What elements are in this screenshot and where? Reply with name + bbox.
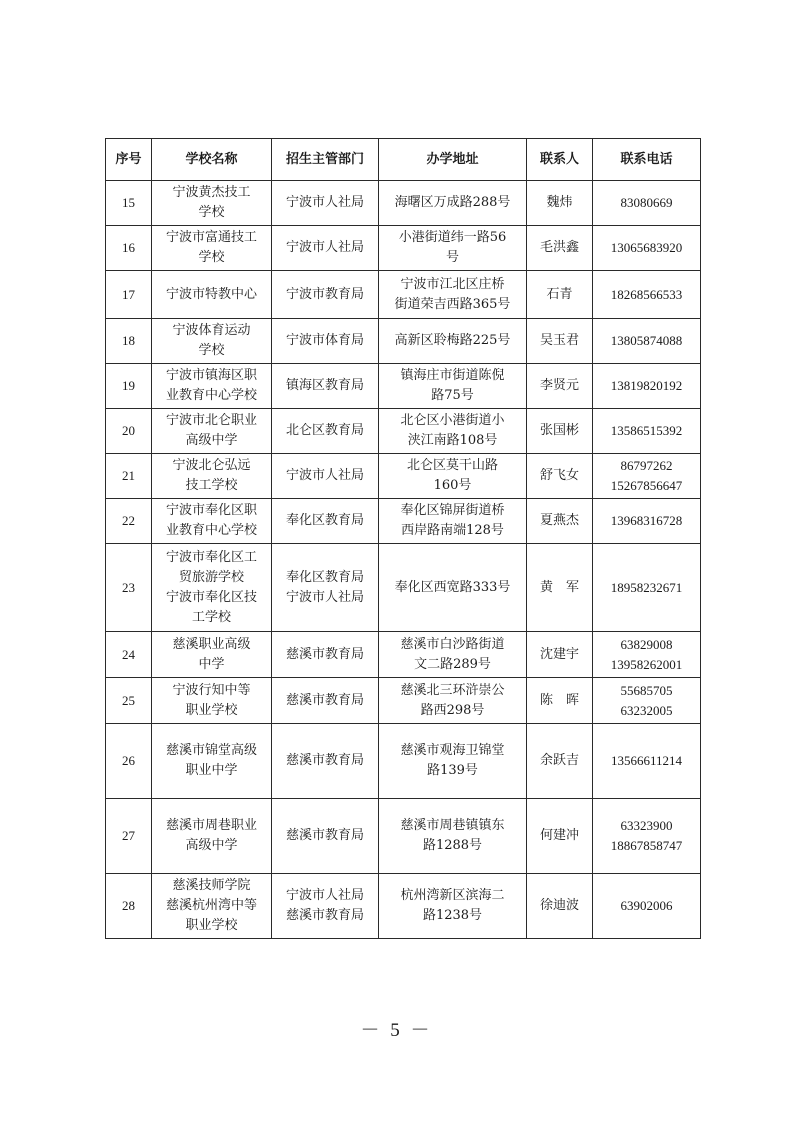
contact-person: 石青 <box>546 286 573 302</box>
school-name: 宁波行知中等 职业学校 <box>172 682 251 718</box>
row-number-cell <box>106 799 152 874</box>
contact-person-cell <box>527 678 593 724</box>
row-number-cell <box>106 499 152 544</box>
address: 慈溪市观海卫锦堂 路139号 <box>400 743 505 778</box>
phone-number: 13586515392 <box>610 423 683 438</box>
phone-number: 18268566533 <box>610 286 683 302</box>
address: 北仑区小港街道小 浃江南路108号 <box>400 413 505 448</box>
row-number: 24 <box>122 646 135 662</box>
department-cell <box>272 319 379 364</box>
contact-person: 吴玉君 <box>539 333 579 348</box>
row-number-cell <box>106 454 152 499</box>
department: 慈溪市教育局 <box>285 692 364 708</box>
table-row <box>106 678 701 724</box>
phone-number: 13805874088 <box>610 333 683 348</box>
contact-person-cell <box>527 319 593 364</box>
department: 慈溪市教育局 <box>285 646 364 662</box>
contact-person-cell <box>527 544 593 632</box>
department: 宁波市人社局 <box>285 468 364 483</box>
header-phone: 联系电话 <box>593 139 701 181</box>
phone-number-cell <box>593 632 701 678</box>
table-row <box>106 724 701 799</box>
phone-number: 18958232671 <box>610 579 683 595</box>
row-number-cell <box>106 544 152 632</box>
school-name-cell <box>152 454 272 499</box>
address-cell <box>379 499 527 544</box>
contact-person-cell <box>527 632 593 678</box>
school-name: 宁波体育运动 学校 <box>172 323 251 358</box>
contact-person: 舒飞女 <box>539 468 579 483</box>
department: 宁波市人社局 慈溪市教育局 <box>285 888 364 923</box>
row-number: 27 <box>122 828 135 843</box>
table-row <box>106 319 701 364</box>
department-cell <box>272 799 379 874</box>
school-name: 宁波市北仑职业 高级中学 <box>165 413 257 448</box>
department: 镇海区教育局 <box>285 378 364 393</box>
table-row <box>106 181 701 226</box>
contact-person: 沈建宇 <box>539 646 579 662</box>
row-number: 25 <box>122 692 135 708</box>
address: 海曙区万成路288号 <box>394 195 511 210</box>
table-row <box>106 409 701 454</box>
address-cell <box>379 181 527 226</box>
school-name-cell <box>152 226 272 271</box>
phone-number: 13065683920 <box>610 240 683 255</box>
address-cell <box>379 724 527 799</box>
contact-person: 魏炜 <box>546 195 573 210</box>
school-name: 慈溪技师学院 慈溪杭州湾中等 职业学校 <box>165 878 257 933</box>
phone-number: 13566611214 <box>610 753 683 768</box>
address-cell <box>379 454 527 499</box>
address: 镇海庄市街道陈倪 路75号 <box>400 368 505 403</box>
address-cell <box>379 874 527 939</box>
phone-number-cell <box>593 271 701 319</box>
table-row <box>106 874 701 939</box>
row-number-cell <box>106 724 152 799</box>
department: 奉化区教育局 宁波市人社局 <box>285 569 364 605</box>
phone-number-cell <box>593 226 701 271</box>
school-name-cell <box>152 409 272 454</box>
address: 小港街道纬一路56 号 <box>398 230 507 265</box>
school-name: 宁波市特教中心 <box>165 286 257 302</box>
row-number: 21 <box>122 468 135 483</box>
school-name-cell <box>152 724 272 799</box>
school-name: 慈溪市锦堂高级 职业中学 <box>165 743 257 778</box>
phone-number: 83080669 <box>620 195 673 210</box>
address: 慈溪北三环浒崇公 路西298号 <box>400 682 505 718</box>
contact-person: 余跃吉 <box>539 753 579 768</box>
contact-person: 李贤元 <box>539 378 579 393</box>
department-cell <box>272 226 379 271</box>
school-name: 宁波市奉化区职 业教育中心学校 <box>165 503 257 538</box>
department-cell <box>272 181 379 226</box>
phone-number-cell <box>593 724 701 799</box>
row-number: 28 <box>122 898 135 913</box>
school-name: 宁波市奉化区工 贸旅游学校 宁波市奉化区技 工学校 <box>165 549 257 625</box>
row-number: 16 <box>122 240 135 255</box>
school-name: 宁波黄杰技工 学校 <box>172 185 251 220</box>
row-number-cell <box>106 409 152 454</box>
table-body <box>106 181 701 939</box>
address-cell <box>379 409 527 454</box>
contact-person-cell <box>527 181 593 226</box>
school-name-cell <box>152 271 272 319</box>
table-row <box>106 544 701 632</box>
row-number-cell <box>106 181 152 226</box>
contact-person-cell <box>527 226 593 271</box>
school-name-cell <box>152 678 272 724</box>
phone-number-cell <box>593 499 701 544</box>
address-cell <box>379 678 527 724</box>
table-row <box>106 799 701 874</box>
table-row <box>106 632 701 678</box>
row-number-cell <box>106 632 152 678</box>
header-seq: 序号 <box>106 139 152 181</box>
phone-number: 55685705 63232005 <box>620 682 673 718</box>
table-row <box>106 499 701 544</box>
row-number: 20 <box>122 423 135 438</box>
school-name: 宁波北仑弘远 技工学校 <box>172 458 251 493</box>
address-cell <box>379 271 527 319</box>
row-number-cell <box>106 319 152 364</box>
contact-person: 黄 军 <box>539 579 579 595</box>
row-number: 22 <box>122 513 135 528</box>
department: 慈溪市教育局 <box>285 828 364 843</box>
phone-number-cell <box>593 799 701 874</box>
contact-person: 夏燕杰 <box>539 513 579 528</box>
table-row <box>106 226 701 271</box>
row-number-cell <box>106 226 152 271</box>
address: 慈溪市周巷镇镇东 路1288号 <box>400 818 505 853</box>
row-number: 26 <box>122 753 135 768</box>
phone-number: 86797262 15267856647 <box>610 458 683 493</box>
department-cell <box>272 678 379 724</box>
school-contact-table <box>105 138 701 939</box>
school-name-cell <box>152 364 272 409</box>
phone-number-cell <box>593 319 701 364</box>
phone-number-cell <box>593 454 701 499</box>
phone-number-cell <box>593 364 701 409</box>
contact-person: 徐迪波 <box>539 898 579 913</box>
header-department: 招生主管部门 <box>272 139 379 181</box>
department-cell <box>272 454 379 499</box>
department: 宁波市体育局 <box>285 333 364 348</box>
phone-number-cell <box>593 874 701 939</box>
row-number: 19 <box>122 378 135 393</box>
department: 宁波市人社局 <box>285 240 364 255</box>
school-name-cell <box>152 874 272 939</box>
contact-person-cell <box>527 364 593 409</box>
row-number: 23 <box>122 579 135 595</box>
address: 宁波市江北区庄桥 街道荣吉西路365号 <box>394 276 511 312</box>
department: 慈溪市教育局 <box>285 753 364 768</box>
phone-number-cell <box>593 409 701 454</box>
phone-number: 63829008 13958262001 <box>610 636 683 672</box>
row-number-cell <box>106 874 152 939</box>
row-number-cell <box>106 364 152 409</box>
header-address: 办学地址 <box>379 139 527 181</box>
department-cell <box>272 724 379 799</box>
address: 慈溪市白沙路街道 文二路289号 <box>400 636 505 672</box>
department-cell <box>272 364 379 409</box>
department-cell <box>272 271 379 319</box>
department-cell <box>272 499 379 544</box>
department: 奉化区教育局 <box>285 513 364 528</box>
school-name-cell <box>152 632 272 678</box>
department-cell <box>272 544 379 632</box>
row-number-cell <box>106 271 152 319</box>
phone-number-cell <box>593 181 701 226</box>
contact-person-cell <box>527 454 593 499</box>
phone-number: 13968316728 <box>610 513 683 528</box>
phone-number: 63902006 <box>620 898 673 913</box>
contact-person-cell <box>527 724 593 799</box>
contact-person: 何建冲 <box>539 828 579 843</box>
address: 高新区聆梅路225号 <box>394 333 511 348</box>
department-cell <box>272 409 379 454</box>
contact-person-cell <box>527 874 593 939</box>
school-name-cell <box>152 499 272 544</box>
address: 杭州湾新区滨海二 路1238号 <box>400 888 505 923</box>
row-number: 18 <box>122 333 135 348</box>
contact-person-cell <box>527 271 593 319</box>
school-name: 慈溪职业高级 中学 <box>172 636 251 672</box>
address: 奉化区西宽路333号 <box>394 579 511 595</box>
school-name-cell <box>152 544 272 632</box>
table-row <box>106 364 701 409</box>
row-number-cell <box>106 678 152 724</box>
contact-person: 陈 晖 <box>539 692 579 708</box>
page-number: － 5 － <box>360 1020 433 1041</box>
contact-person: 毛洪鑫 <box>539 240 579 255</box>
department-cell <box>272 874 379 939</box>
phone-number-cell <box>593 678 701 724</box>
contact-person: 张国彬 <box>539 423 579 438</box>
row-number: 15 <box>122 195 135 210</box>
header-school-name: 学校名称 <box>152 139 272 181</box>
phone-number-cell <box>593 544 701 632</box>
school-name-cell <box>152 319 272 364</box>
department: 北仑区教育局 <box>285 423 364 438</box>
school-name: 慈溪市周巷职业 高级中学 <box>165 818 257 853</box>
address: 奉化区锦屏街道桥 西岸路南端128号 <box>400 503 505 538</box>
phone-number: 63323900 18867858747 <box>610 818 683 853</box>
address-cell <box>379 226 527 271</box>
address-cell <box>379 632 527 678</box>
school-name-cell <box>152 799 272 874</box>
header-contact: 联系人 <box>527 139 593 181</box>
contact-person-cell <box>527 409 593 454</box>
table-row <box>106 271 701 319</box>
phone-number: 13819820192 <box>610 378 683 393</box>
table-header-row <box>106 139 701 181</box>
row-number: 17 <box>122 286 135 302</box>
address-cell <box>379 364 527 409</box>
address-cell <box>379 544 527 632</box>
address-cell <box>379 799 527 874</box>
contact-person-cell <box>527 799 593 874</box>
school-name: 宁波市富通技工 学校 <box>165 230 257 265</box>
contact-person-cell <box>527 499 593 544</box>
address-cell <box>379 319 527 364</box>
department: 宁波市人社局 <box>285 195 364 210</box>
table-row <box>106 454 701 499</box>
department: 宁波市教育局 <box>285 286 364 302</box>
department-cell <box>272 632 379 678</box>
school-name: 宁波市镇海区职 业教育中心学校 <box>165 368 257 403</box>
school-name-cell <box>152 181 272 226</box>
address: 北仑区莫干山路 160号 <box>406 458 498 493</box>
